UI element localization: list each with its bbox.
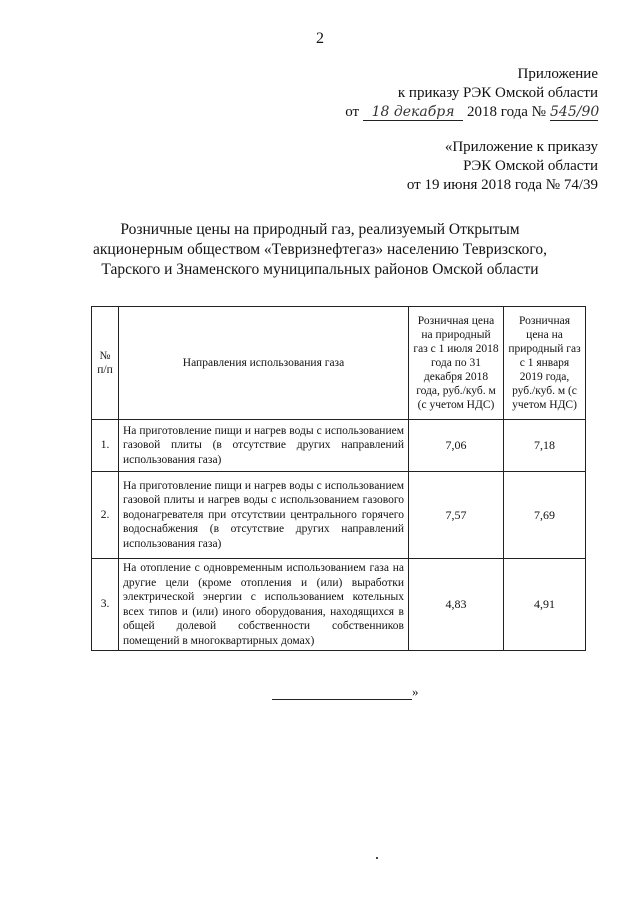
row-number: 3. <box>92 559 119 651</box>
scan-speck <box>376 857 378 859</box>
row-direction: На отопление с одновременным использованием газа на другие цели (кроме отопления и (или) выработки электрической энергии с использованием котельных всех типов и (или) иного оборудования, находящихся в общей долевой собственности собственников помещений в многоквартирных домах) <box>119 559 409 651</box>
previous-appendix-line3: от 19 июня 2018 года № 74/39 <box>406 177 598 193</box>
order-date-prefix: от <box>345 104 360 120</box>
appendix-order-date-line <box>345 103 598 122</box>
row-price-jul-dec-2018: 4,83 <box>409 559 504 651</box>
previous-appendix-line1: «Приложение к приказу <box>444 139 598 155</box>
previous-appendix-header <box>407 138 598 195</box>
row-price-jan-2019: 4,91 <box>504 559 586 651</box>
table-header-row <box>92 307 586 420</box>
row-price-jul-dec-2018: 7,57 <box>409 472 504 559</box>
table-row <box>92 472 586 559</box>
header-price-jul-dec-2018: Розничная цена на природный газ с 1 июля 2018 года по 31 декабря 2018 года, руб./куб. м (с учетом НДС) <box>409 307 504 420</box>
header-direction: Направления использования газа <box>119 307 409 420</box>
gas-price-table <box>91 306 586 651</box>
row-direction: На приготовление пищи и нагрев воды с использованием газовой плиты (в отсутствие других направлений использования газа) <box>119 420 409 472</box>
row-number: 2. <box>92 472 119 559</box>
table-row <box>92 559 586 651</box>
closing-quote: » <box>412 684 419 699</box>
appendix-order-ref: к приказу РЭК Омской области <box>397 85 598 101</box>
page-number: 2 <box>316 30 324 47</box>
row-direction: На приготовление пищи и нагрев воды с использованием газовой плиты и нагрев воды с использованием газового водонагревателя при отсутствии центрального горячего водоснабжения (в отсутствие других направлений использования газа) <box>119 472 409 559</box>
closing-line <box>272 684 419 700</box>
row-price-jan-2019: 7,18 <box>504 420 586 472</box>
order-number-handwritten: 545/90 <box>550 104 600 120</box>
appendix-header <box>345 65 598 122</box>
closing-rule <box>272 687 412 700</box>
document-title: Розничные цены на природный газ, реализуемый Открытым акционерным обществом «Тевризнефтегаз» населению Тевризского, Тарского и Знаменского муниципальных районов Омской области <box>93 221 547 278</box>
row-price-jul-dec-2018: 7,06 <box>409 420 504 472</box>
header-price-jan-2019: Розничная цена на природный газ с 1 января 2019 года, руб./куб. м (с учетом НДС) <box>504 307 586 420</box>
appendix-title: Приложение <box>517 66 598 82</box>
header-number: № п/п <box>92 307 119 420</box>
row-number: 1. <box>92 420 119 472</box>
order-year-text: 2018 года № <box>467 104 546 120</box>
order-date-handwritten: 18 декабря <box>363 104 463 121</box>
table-row <box>92 420 586 472</box>
previous-appendix-line2: РЭК Омской области <box>463 158 598 174</box>
row-price-jan-2019: 7,69 <box>504 472 586 559</box>
